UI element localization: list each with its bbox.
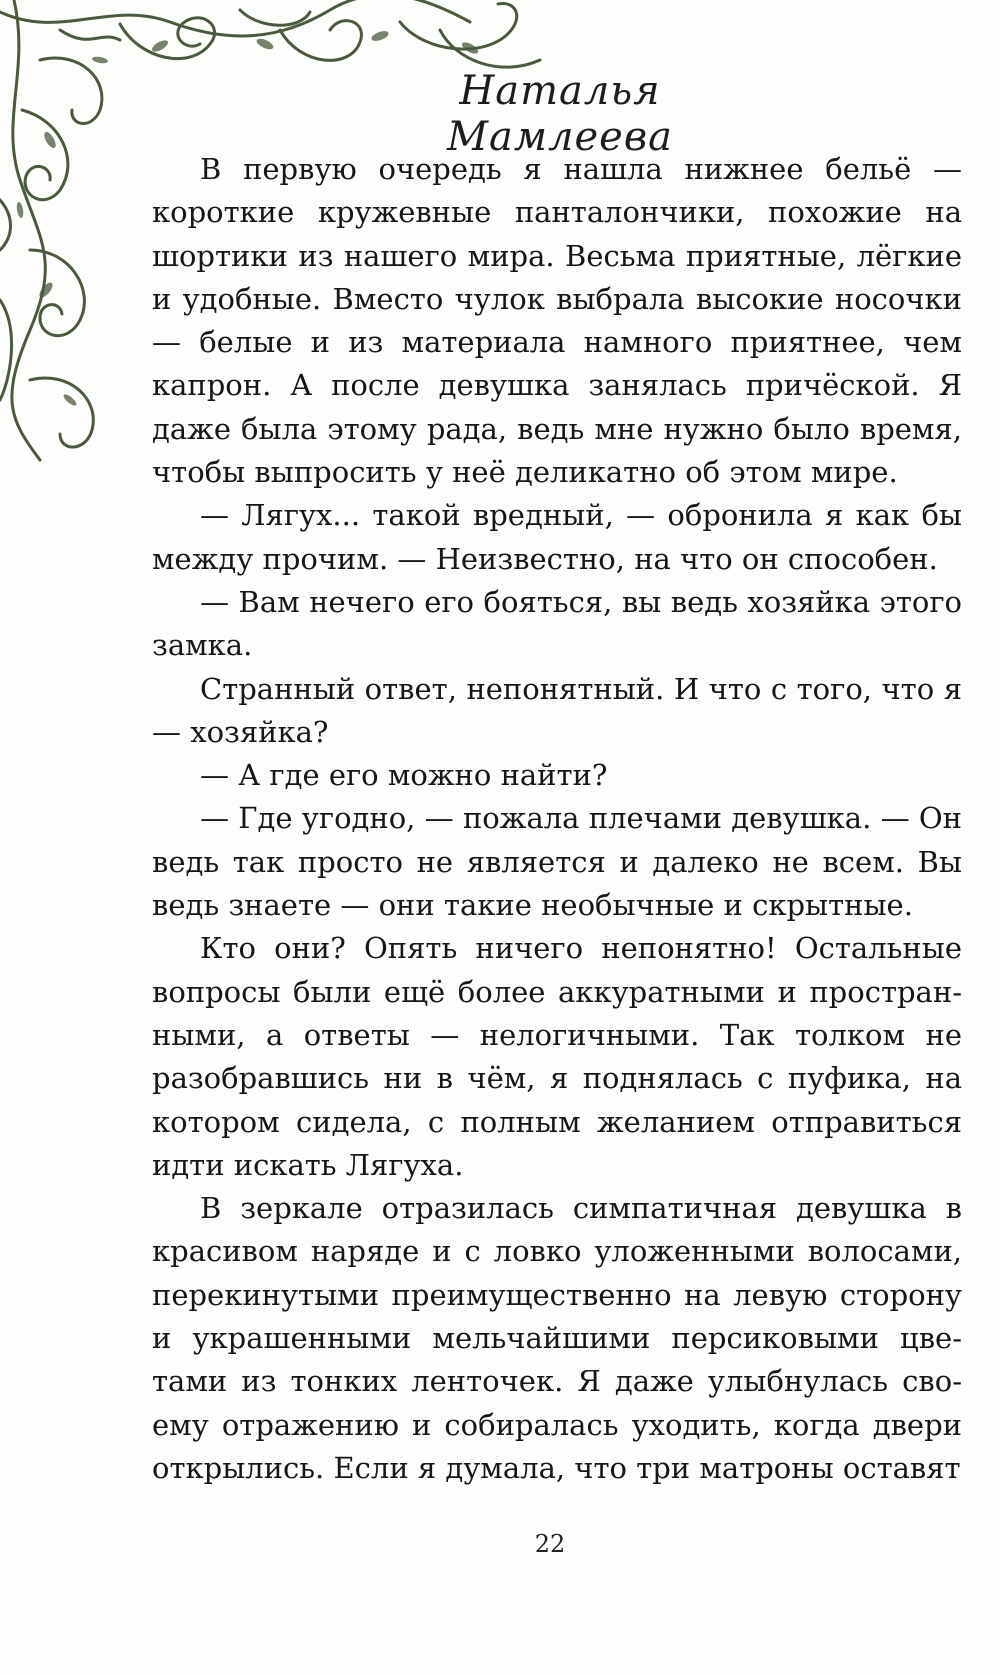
paragraph: — А где его можно найти? xyxy=(200,758,608,793)
paragraph: — Лягух... такой вредный, — обронила я как бы между прочим. — Неизвестно, на что он способен. xyxy=(152,498,962,576)
paragraph: — Вам нечего его бояться, вы ведь хозяйка этого замка. xyxy=(152,584,962,663)
body-text xyxy=(152,148,962,1490)
page-number: 22 xyxy=(534,1530,566,1558)
paragraph: Странный ответ, непонятный. И что с того, что я — хозяйка? xyxy=(152,671,962,749)
paragraph: Кто они? Опять ничего непонятно! Остальные вопросы были ещё более аккуратными и пространными, а ответы — нелогичными. Так толком не разобравшись ни в чём, я поднялась с пуфика, на котором сидела, с полным желанием отправиться идти искать Лягуха. xyxy=(152,931,962,1182)
paragraph: — Где угодно, — пожала плечами девушка. — Он ведь так просто не является и далеко не всем. Вы ведь знаете — они такие необычные и скрытные. xyxy=(152,801,962,923)
paragraph: В зеркале отразилась симпатичная девушка в красивом наряде и с ловко уложенными волосами, перекинутыми преимущественно на левую сторону и украшенными мельчайшими персиковыми цветами из тонких ленточек. Я даже улыбнулась своему отражению и собиралась уходить, когда двери открылись. Если я думала, что три матроны оставят xyxy=(152,1191,962,1485)
paragraph: В первую очередь я нашла нижнее бельё — короткие кружевные панталончики, похожие на шортики из нашего мира. Весьма приятные, лёгкие и удобные. Вместо чулок выбрала высокие носочки — белые и из материала намного приятнее, чем капрон. А после девушка занялась причёской. Я даже была этому рада, ведь мне нужно было время, чтобы выпросить у неё деликатно об этом мире. xyxy=(152,152,962,490)
running-header-author: Наталья Мамлеева xyxy=(447,68,673,160)
